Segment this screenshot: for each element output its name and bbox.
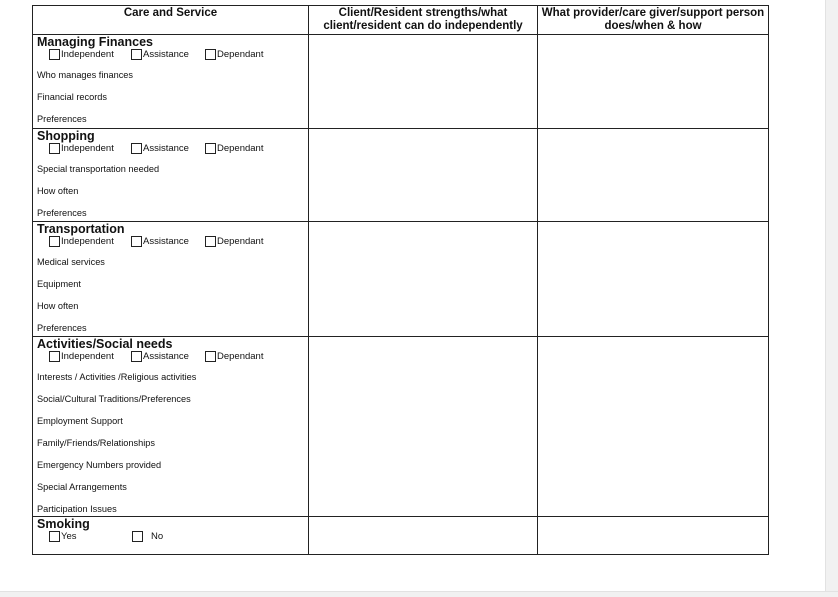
item-label: Financial records xyxy=(37,92,107,102)
checkbox-square[interactable] xyxy=(49,236,60,247)
section-cell-shopping xyxy=(33,129,309,222)
checkbox-square[interactable] xyxy=(131,49,142,60)
independent-checkbox[interactable] xyxy=(49,49,114,60)
checkbox-label: Dependant xyxy=(217,143,264,154)
level-checkboxes xyxy=(33,49,308,63)
section-title: Shopping xyxy=(37,129,95,143)
section-cell-activities-social xyxy=(33,337,309,517)
item-label: Interests / Activities /Religious activities xyxy=(37,372,197,382)
dependant-checkbox[interactable] xyxy=(205,49,263,60)
checkbox-label: No xyxy=(151,531,164,542)
section-row-transportation xyxy=(33,222,769,337)
section-title: Smoking xyxy=(37,517,90,531)
level-checkboxes xyxy=(33,351,308,365)
level-checkboxes xyxy=(33,143,308,157)
dependant-checkbox[interactable] xyxy=(205,143,263,154)
provider-input-cell[interactable] xyxy=(538,129,769,222)
provider-input-cell[interactable] xyxy=(538,222,769,337)
section-row-managing-finances xyxy=(33,35,769,129)
section-title: Activities/Social needs xyxy=(37,337,173,351)
section-title: Managing Finances xyxy=(37,35,153,49)
assistance-checkbox[interactable] xyxy=(131,143,189,154)
section-cell-managing-finances xyxy=(33,35,309,129)
provider-input-cell[interactable] xyxy=(538,337,769,517)
dependant-checkbox[interactable] xyxy=(205,351,263,362)
item-label: Who manages finances xyxy=(37,70,134,80)
strengths-input-cell[interactable] xyxy=(309,35,538,129)
checkbox-square[interactable] xyxy=(131,143,142,154)
item-label: Special Arrangements xyxy=(37,482,127,492)
strengths-input-cell[interactable] xyxy=(309,222,538,337)
dependant-checkbox[interactable] xyxy=(205,236,263,247)
item-label: Medical services xyxy=(37,257,105,267)
item-label: Preferences xyxy=(37,323,87,333)
strengths-input-cell[interactable] xyxy=(309,517,538,555)
strengths-input-cell[interactable] xyxy=(309,337,538,517)
item-label: Equipment xyxy=(37,279,81,289)
checkbox-square[interactable] xyxy=(205,236,216,247)
checkbox-label: Independent xyxy=(61,49,114,60)
item-label: Preferences xyxy=(37,208,87,218)
level-checkboxes xyxy=(33,236,308,250)
checkbox-square[interactable] xyxy=(49,351,60,362)
checkbox-label: Independent xyxy=(61,351,114,362)
checkbox-square[interactable] xyxy=(205,143,216,154)
checkbox-square[interactable] xyxy=(132,531,143,542)
provider-input-cell[interactable] xyxy=(538,517,769,555)
header-client-strengths: Client/Resident strengths/what client/resident can do independently xyxy=(309,6,538,35)
item-label: How often xyxy=(37,301,79,311)
section-row-shopping xyxy=(33,129,769,222)
header-provider-actions: What provider/care giver/support person does/when & how xyxy=(538,6,769,35)
yes-no-checkboxes xyxy=(33,531,308,545)
checkbox-square[interactable] xyxy=(131,236,142,247)
page-edge xyxy=(825,0,838,597)
checkbox-square[interactable] xyxy=(131,351,142,362)
checkbox-label: Independent xyxy=(61,143,114,154)
independent-checkbox[interactable] xyxy=(49,143,114,154)
item-label: Emergency Numbers provided xyxy=(37,460,162,470)
checkbox-label: Independent xyxy=(61,236,114,247)
checkbox-label: Dependant xyxy=(217,236,264,247)
header-row xyxy=(33,6,769,35)
checkbox-label: Assistance xyxy=(143,236,189,247)
checkbox-label: Dependant xyxy=(217,49,264,60)
checkbox-square[interactable] xyxy=(205,49,216,60)
item-label: Social/Cultural Traditions/Preferences xyxy=(37,394,191,404)
item-label: Employment Support xyxy=(37,416,123,426)
checkbox-label: Assistance xyxy=(143,351,189,362)
section-row-smoking xyxy=(33,517,769,555)
item-label: Special transportation needed xyxy=(37,164,160,174)
checkbox-label: Assistance xyxy=(143,49,189,60)
item-label: Family/Friends/Relationships xyxy=(37,438,155,448)
item-label: Participation Issues xyxy=(37,504,117,514)
header-care-and-service: Care and Service xyxy=(33,6,309,35)
independent-checkbox[interactable] xyxy=(49,236,114,247)
checkbox-label: Assistance xyxy=(143,143,189,154)
section-row-activities-social xyxy=(33,337,769,517)
section-cell-smoking xyxy=(33,517,309,555)
assistance-checkbox[interactable] xyxy=(131,351,189,362)
assistance-checkbox[interactable] xyxy=(131,236,189,247)
checkbox-square[interactable] xyxy=(49,143,60,154)
item-label: Preferences xyxy=(37,114,87,124)
assistance-checkbox[interactable] xyxy=(131,49,189,60)
page-bottom-edge xyxy=(0,591,838,597)
checkbox-square[interactable] xyxy=(49,49,60,60)
section-title: Transportation xyxy=(37,222,125,236)
item-label: How often xyxy=(37,186,79,196)
checkbox-square[interactable] xyxy=(205,351,216,362)
provider-input-cell[interactable] xyxy=(538,35,769,129)
section-cell-transportation xyxy=(33,222,309,337)
yes-checkbox[interactable] xyxy=(49,531,77,542)
no-checkbox[interactable] xyxy=(132,531,163,542)
checkbox-label: Yes xyxy=(61,531,77,542)
care-plan-table xyxy=(32,5,769,555)
checkbox-label: Dependant xyxy=(217,351,264,362)
independent-checkbox[interactable] xyxy=(49,351,114,362)
strengths-input-cell[interactable] xyxy=(309,129,538,222)
checkbox-square[interactable] xyxy=(49,531,60,542)
